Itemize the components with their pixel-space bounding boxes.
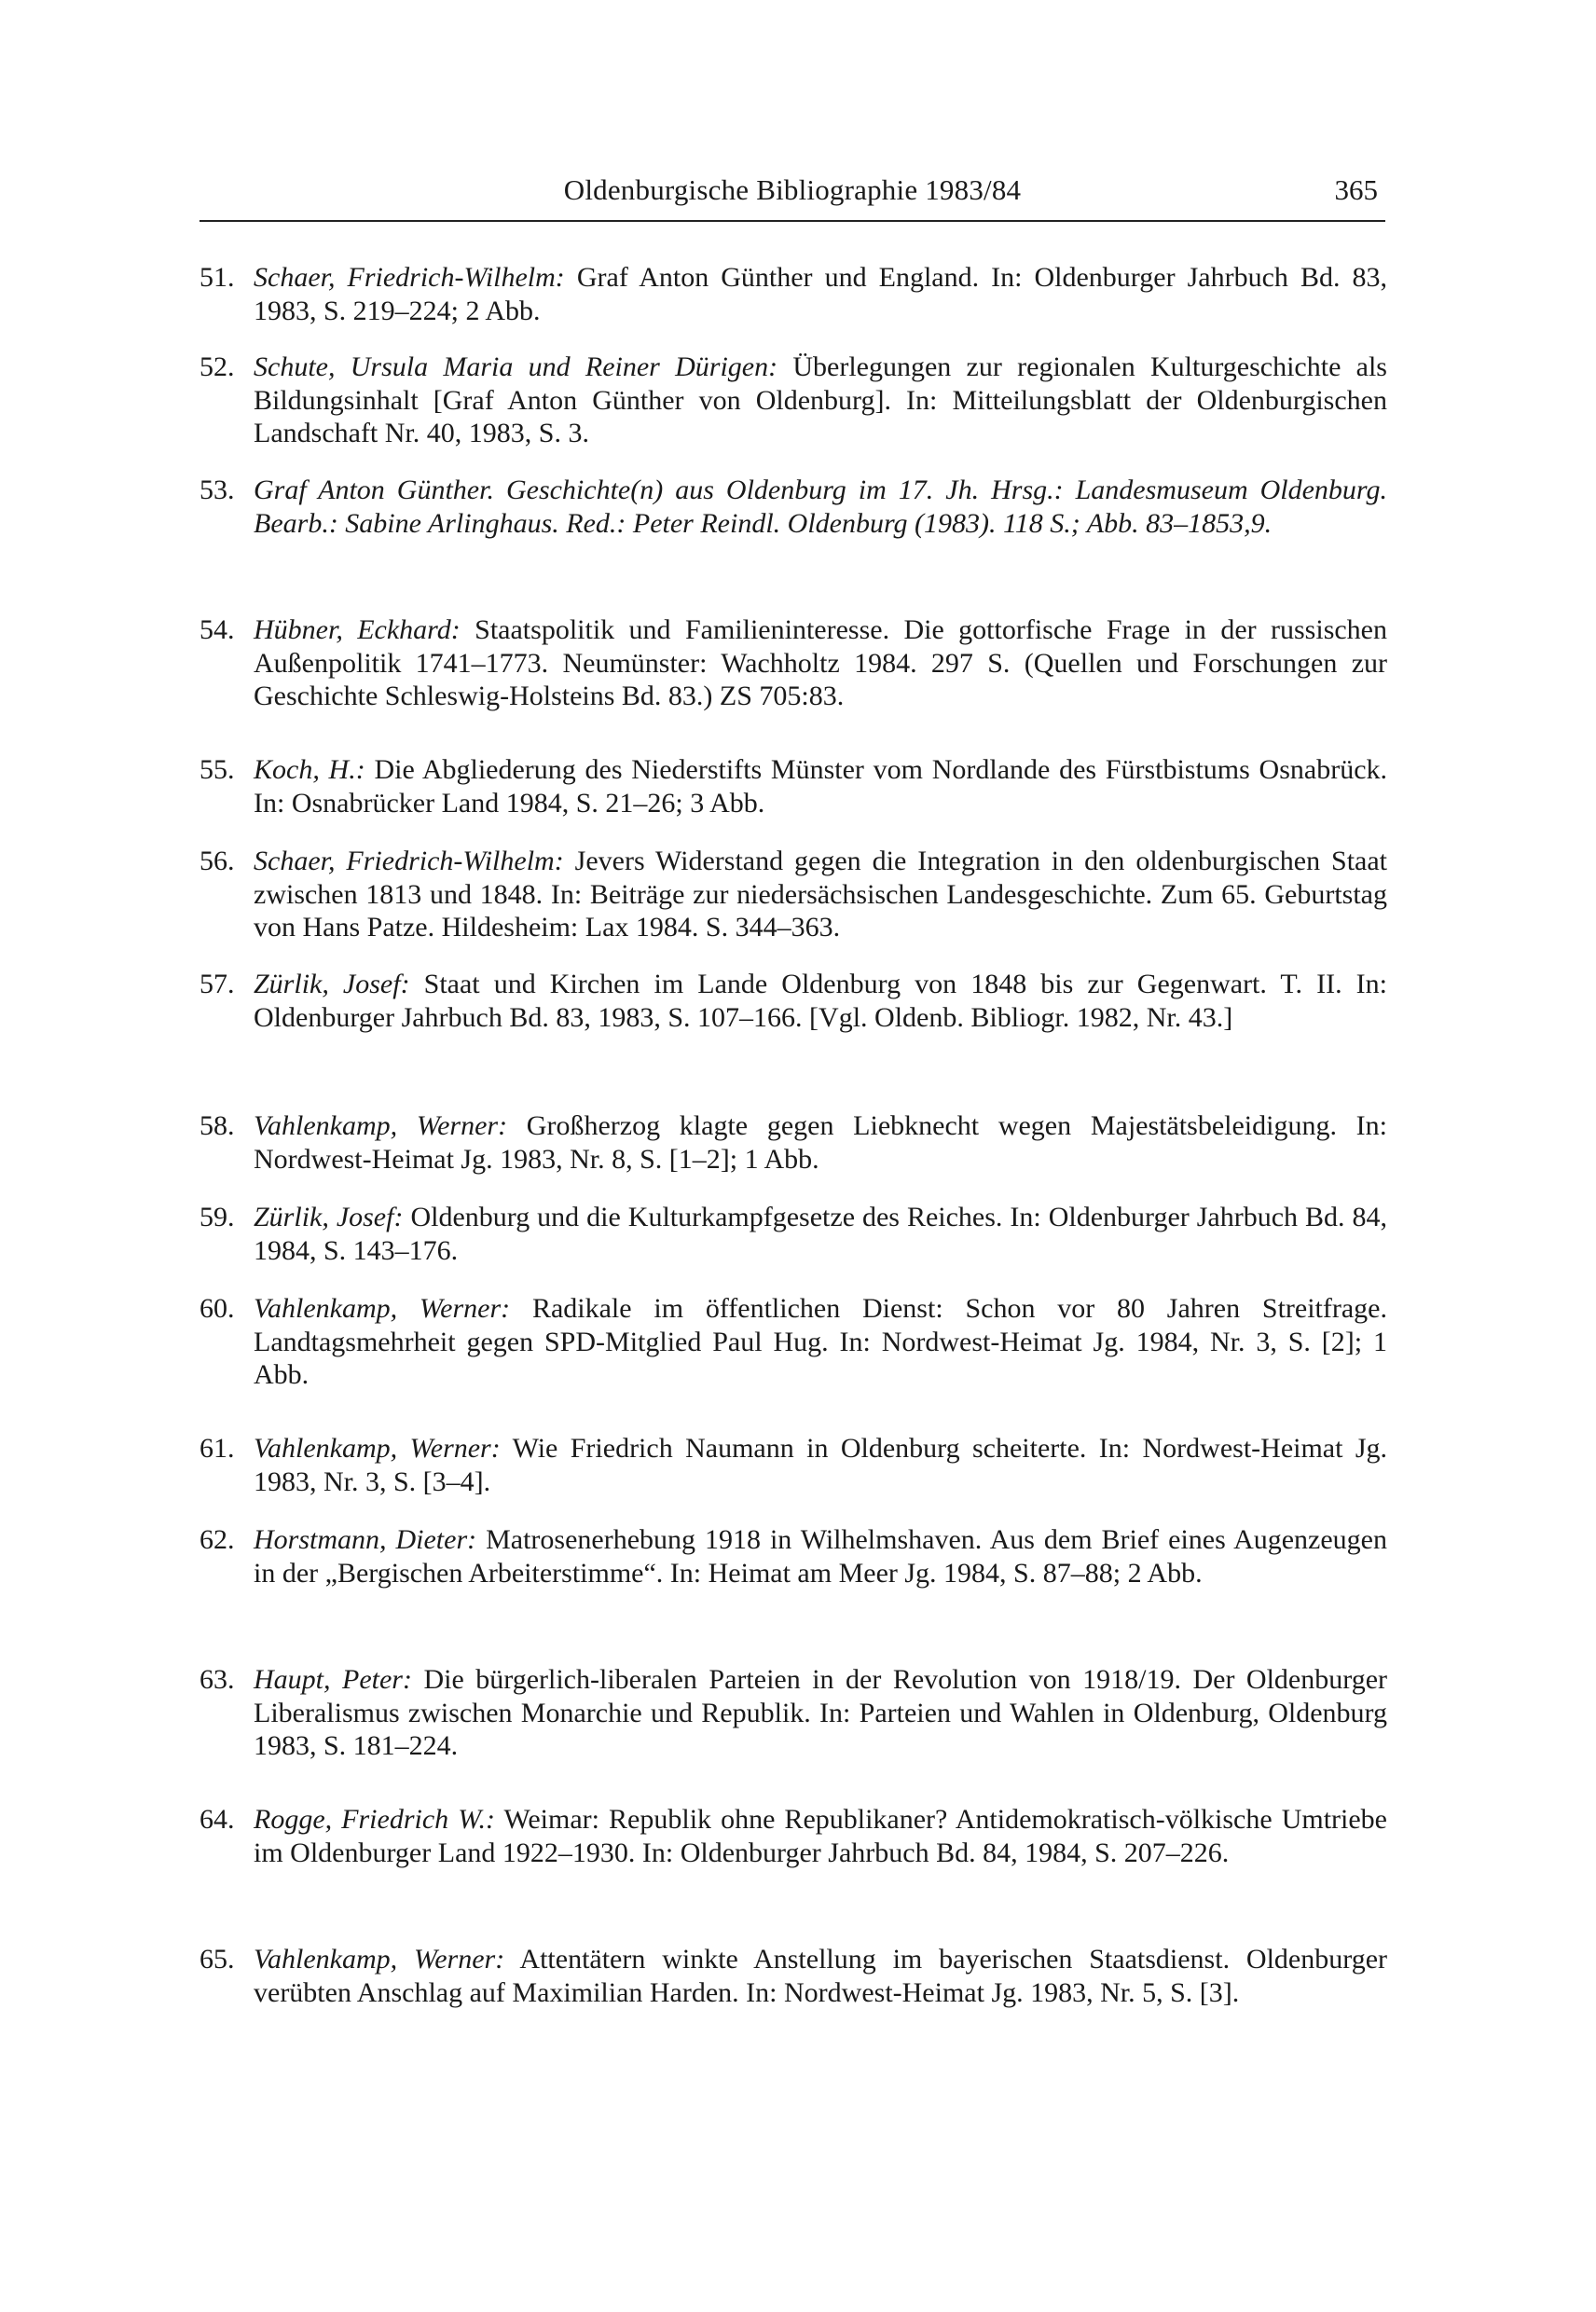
entry-body: Die Abgliederung des Niederstifts Münster vom Nordlande des Fürstbistums Osnabrück. In: Osnabrücker Land 1984, S. 21–26; 3 Abb. — [254, 754, 1388, 819]
entry-body: Die bürgerlich-liberalen Parteien in der Revolution von 1918/19. Der Oldenburger Liberalismus zwischen Monarchie und Republik. In: Parteien und Wahlen in Oldenburg, Oldenburg 1983, S. 181–224. — [254, 1664, 1387, 1761]
entry-body: Jevers Widerstand gegen die Integration in den oldenburgischen Staat zwischen 1813 und 1848. In: Beiträge zur niedersächsischen Landesgeschichte. Zum 65. Geburtstag von Hans Patze. Hildesheim: Lax 1984. S. 344–363. — [254, 846, 1387, 943]
entry-body: Wie Friedrich Naumann in Oldenburg scheiterte. In: Nordwest-Heimat Jg. 1983, Nr. 3, S. [3–4]. — [254, 1433, 1388, 1497]
bibliography-entry — [200, 1943, 1395, 2009]
entry-author: Vahlenkamp, Werner: — [254, 1110, 508, 1141]
bibliography-entry — [200, 1109, 1395, 1176]
bibliography-entry — [200, 1803, 1395, 1869]
entry-author: Zürlik, Josef: — [254, 1202, 404, 1232]
entry-number: 61. — [200, 1433, 235, 1464]
entry-text — [254, 1201, 1387, 1267]
entry-body: Weimar: Republik ohne Republikaner? Antidemokratisch-völkische Umtriebe im Oldenburger Land 1922–1930. In: Oldenburger Jahrbuch Bd. 84, 1984, S. 207–226. — [254, 1804, 1388, 1868]
entry-author: Zürlik, Josef: — [254, 969, 410, 999]
entry-author: Horstmann, Dieter: — [254, 1524, 477, 1555]
entry-author: Koch, H.: — [254, 754, 365, 785]
bibliography-entry — [200, 845, 1395, 944]
entry-body: Oldenburg und die Kulturkampfgesetze des Reiches. In: Oldenburger Jahrbuch Bd. 84, 1984, S. 143–176. — [254, 1202, 1387, 1266]
entry-number: 65. — [200, 1944, 235, 1975]
entry-text — [254, 968, 1387, 1034]
entry-number: 51. — [200, 262, 235, 293]
entry-number: 56. — [200, 846, 235, 876]
entry-text — [254, 351, 1387, 450]
bibliography-entry — [200, 1201, 1395, 1267]
bibliography-entry — [200, 1292, 1395, 1392]
entry-number: 64. — [200, 1804, 235, 1835]
entry-author: Haupt, Peter: — [254, 1664, 412, 1695]
bibliography-entry — [200, 1523, 1395, 1590]
bibliography-entry — [200, 261, 1395, 327]
entry-number: 52. — [200, 351, 235, 382]
bibliography-entry — [200, 968, 1395, 1034]
entry-text — [254, 1803, 1387, 1869]
entry-number: 54. — [200, 614, 235, 645]
entry-body: Attentätern winkte Anstellung im bayerischen Staatsdienst. Oldenburger verübten Anschlag auf Maximilian Harden. In: Nordwest-Heimat Jg. 1983, Nr. 5, S. [3]. — [254, 1944, 1387, 2008]
entry-text — [254, 1109, 1387, 1176]
entry-number: 63. — [200, 1664, 235, 1695]
running-header — [200, 172, 1385, 218]
entry-author: Schute, Ursula Maria und Reiner Dürigen: — [254, 351, 778, 382]
entry-text — [254, 1292, 1387, 1392]
entry-text — [254, 1943, 1387, 2009]
bibliography-entry — [200, 474, 1395, 540]
entry-author: Vahlenkamp, Werner: — [254, 1293, 511, 1324]
bibliography-entry — [200, 1663, 1395, 1763]
entry-body: Matrosenerhebung 1918 in Wilhelmshaven. Aus dem Brief eines Augenzeugen in der „Bergischen Arbeiterstimme“. In: Heimat am Meer Jg. 1984, S. 87–88; 2 Abb. — [254, 1524, 1388, 1589]
bibliography-entry — [200, 753, 1395, 819]
bibliography-entry — [200, 613, 1395, 713]
page-number: 365 — [1334, 173, 1378, 206]
entry-author: Hübner, Eckhard: — [254, 614, 461, 645]
bibliography-entry — [200, 351, 1395, 450]
entry-author: Rogge, Friedrich W.: — [254, 1804, 495, 1835]
entry-author: Schaer, Friedrich-Wilhelm: — [254, 262, 565, 293]
entry-number: 57. — [200, 969, 235, 999]
entry-number: 53. — [200, 475, 235, 505]
entry-body: Radikale im öffentlichen Dienst: Schon vor 80 Jahren Streitfrage. Landtagsmehrheit gegen SPD-Mitglied Paul Hug. In: Nordwest-Heimat Jg. 1984, Nr. 3, S. [2]; 1 Abb. — [254, 1293, 1388, 1390]
entry-text — [254, 845, 1387, 944]
entry-text — [254, 753, 1387, 819]
entry-text — [254, 261, 1387, 327]
entry-text — [254, 1663, 1387, 1763]
entry-number: 59. — [200, 1202, 235, 1232]
entry-body: Staatspolitik und Familieninteresse. Die gottorfische Frage in der russischen Außenpolitik 1741–1773. Neumünster: Wachholtz 1984. 297 S. (Quellen und Forschungen zur Geschichte Schleswig-Holsteins Bd. 83.) ZS 705:83. — [254, 614, 1388, 711]
entry-text — [254, 474, 1387, 540]
bibliography-entry — [200, 1432, 1395, 1498]
header-rule — [200, 220, 1385, 222]
entry-body: Überlegungen zur regionalen Kulturgeschichte als Bildungsinhalt [Graf Anton Günther von Oldenburg]. In: Mitteilungsblatt der Oldenburgischen Landschaft Nr. 40, 1983, S. 3. — [254, 351, 1387, 448]
entry-author: Vahlenkamp, Werner: — [254, 1433, 501, 1464]
entry-body: Großherzog klagte gegen Liebknecht wegen Majestätsbeleidigung. In: Nordwest-Heimat Jg. 1983, Nr. 8, S. [1–2]; 1 Abb. — [254, 1110, 1388, 1175]
entry-body: Staat und Kirchen im Lande Oldenburg von 1848 bis zur Gegenwart. T. II. In: Oldenburger Jahrbuch Bd. 83, 1983, S. 107–166. [Vgl. Oldenb. Bibliogr. 1982, Nr. 43.] — [254, 969, 1388, 1033]
entry-number: 62. — [200, 1524, 235, 1555]
entry-text — [254, 1432, 1387, 1498]
entry-number: 58. — [200, 1110, 235, 1141]
entry-author: Schaer, Friedrich-Wilhelm: — [254, 846, 564, 876]
entry-text — [254, 613, 1387, 713]
running-title: Oldenburgische Bibliographie 1983/84 — [563, 173, 1022, 206]
entry-text — [254, 1523, 1387, 1590]
entry-number: 60. — [200, 1293, 235, 1324]
entry-number: 55. — [200, 754, 235, 785]
entry-author: Vahlenkamp, Werner: — [254, 1944, 505, 1975]
entry-body: Graf Anton Günther. Geschichte(n) aus Oldenburg im 17. Jh. Hrsg.: Landesmuseum Oldenburg. Bearb.: Sabine Arlinghaus. Red.: Peter Reindl. Oldenburg (1983). 118 S.; Abb. 83–1853,9. — [254, 475, 1387, 539]
entry-body: Graf Anton Günther und England. In: Oldenburger Jahrbuch Bd. 83, 1983, S. 219–224; 2 Abb. — [254, 262, 1387, 326]
